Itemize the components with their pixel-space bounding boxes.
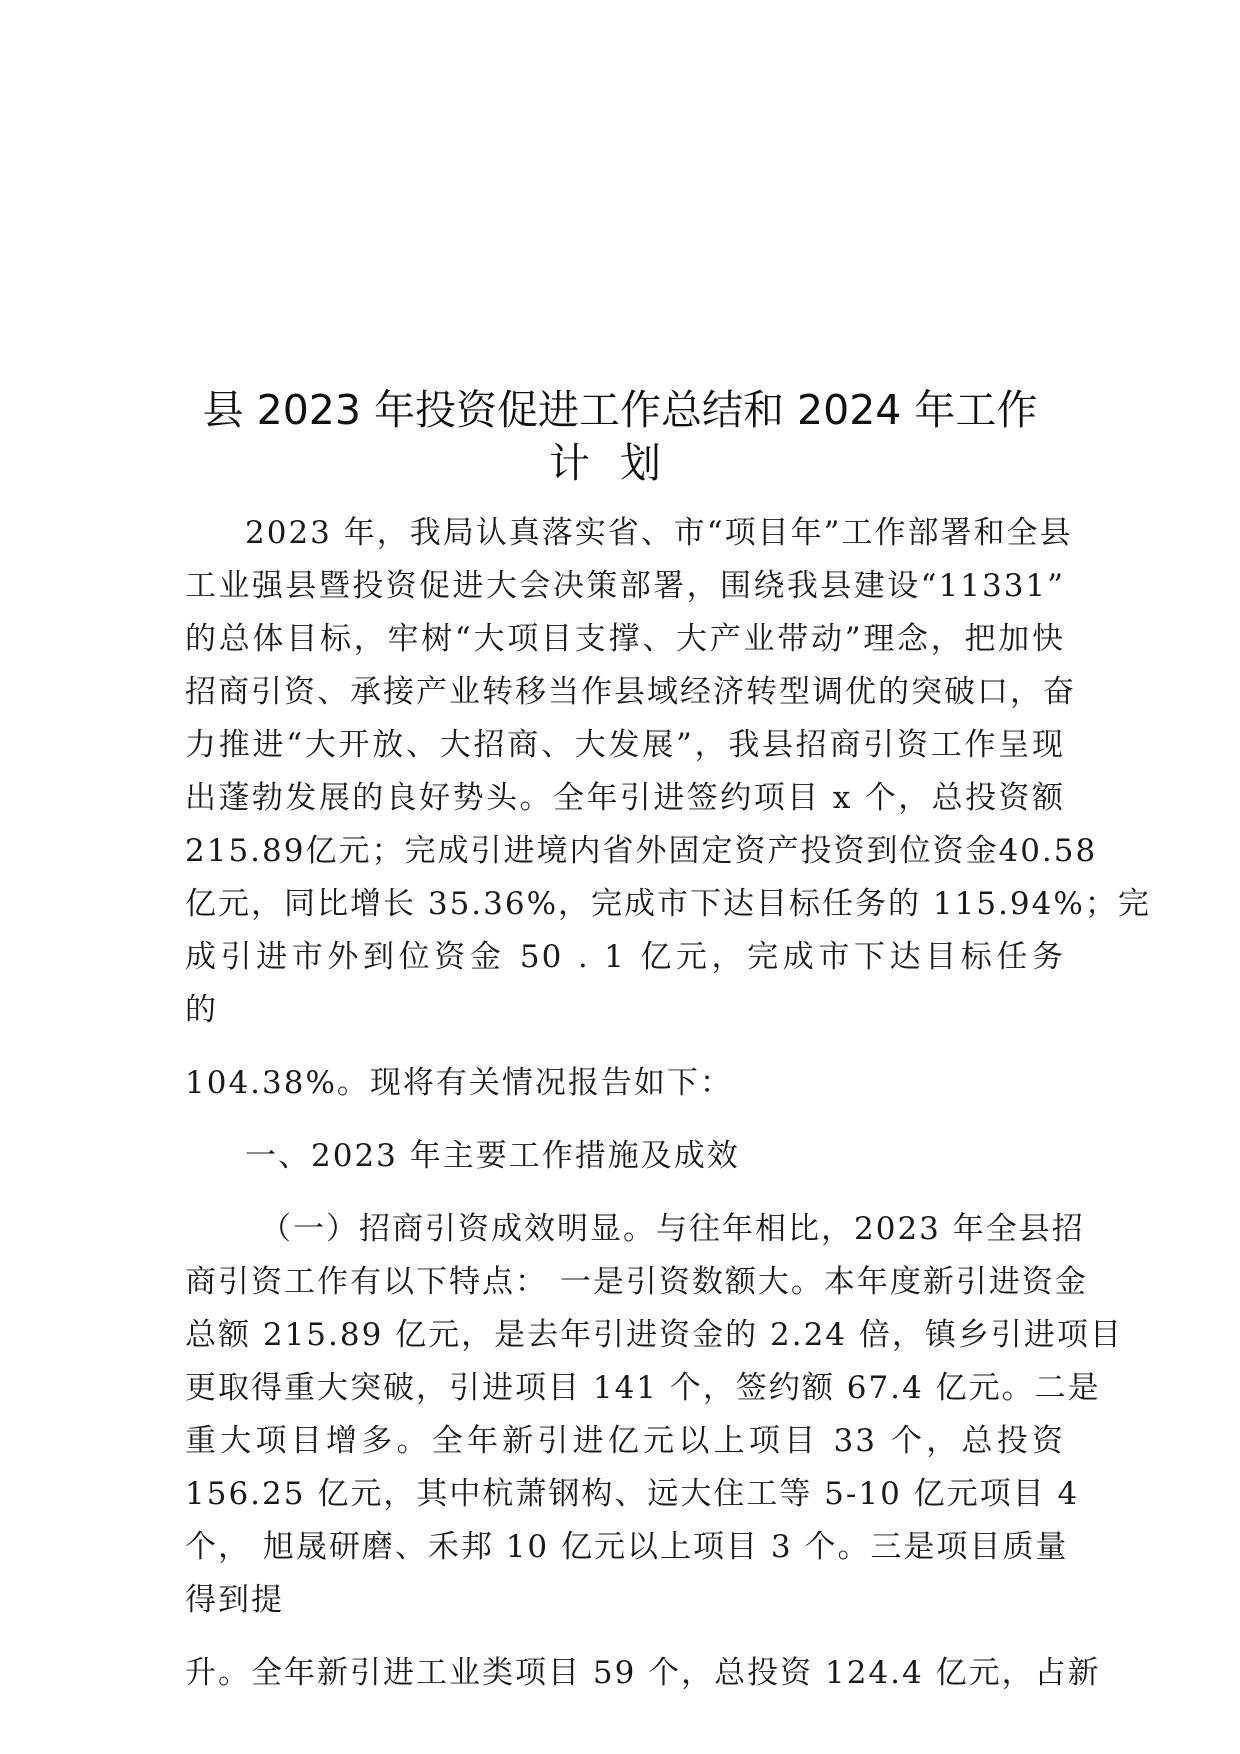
paragraph-line: 出蓬勃发展的良好势头。全年引进签约项目 x 个，总投资额 [185, 780, 1065, 816]
paragraph-line: 的总体目标，牢树“大项目支撑、大产业带动”理念，把加快 [185, 621, 1065, 657]
paragraph-line: 156.25 亿元，其中杭萧钢构、远大住工等 5-10 亿元项目 4 [185, 1476, 1080, 1512]
paragraph-line: 更取得重大突破，引进项目 141 个，签约额 67.4 亿元。二是 [185, 1370, 1101, 1406]
section-heading: 一、2023 年主要工作措施及成效 [245, 1138, 740, 1174]
paragraph-line: 104.38%。现将有关情况报告如下： [185, 1065, 733, 1101]
paragraph-line: 个， 旭晟研磨、禾邦 10 亿元以上项目 3 个。三是项目质量 [185, 1529, 1069, 1565]
document-title: 县 2023 年投资促进工作总结和 2024 年工作 [202, 386, 1038, 434]
paragraph-line: 215.89亿元；完成引进境内省外固定资产投资到位资金40.58 [185, 833, 1098, 869]
paragraph-line: 总额 215.89 亿元，是去年引进资金的 2.24 倍，镇乡引进项目 [185, 1317, 1123, 1353]
paragraph-line: 2023 年，我局认真落实省、市“项目年”工作部署和全县 [245, 515, 1073, 551]
paragraph-line: 升。全年新引进工业类项目 59 个，总投资 124.4 亿元，占新 [185, 1655, 1101, 1691]
document-title-continued: 计划 [549, 439, 691, 487]
paragraph-line: 得到提 [185, 1582, 284, 1618]
paragraph-line: 商引资工作有以下特点： 一是引资数额大。本年度新引进资金 [185, 1264, 1088, 1300]
paragraph-line: （一）招商引资成效明显。与往年相比，2023 年全县招 [260, 1211, 1085, 1247]
paragraph-line: 的 [185, 992, 218, 1028]
paragraph-line: 亿元，同比增长 35.36%，完成市下达目标任务的 115.94%；完 [185, 886, 1151, 922]
paragraph-line: 成引进市外到位资金 50 . 1 亿元，完成市下达目标任务 [185, 939, 1065, 975]
paragraph-line: 招商引资、承接产业转移当作县域经济转型调优的突破口，奋 [185, 674, 1076, 710]
paragraph-line: 工业强县暨投资促进大会决策部署，围绕我县建设“11331” [185, 568, 1065, 604]
paragraph-line: 重大项目增多。全年新引进亿元以上项目 33 个，总投资 [185, 1423, 1065, 1459]
paragraph-line: 力推进“大开放、大招商、大发展”，我县招商引资工作呈现 [185, 727, 1065, 763]
